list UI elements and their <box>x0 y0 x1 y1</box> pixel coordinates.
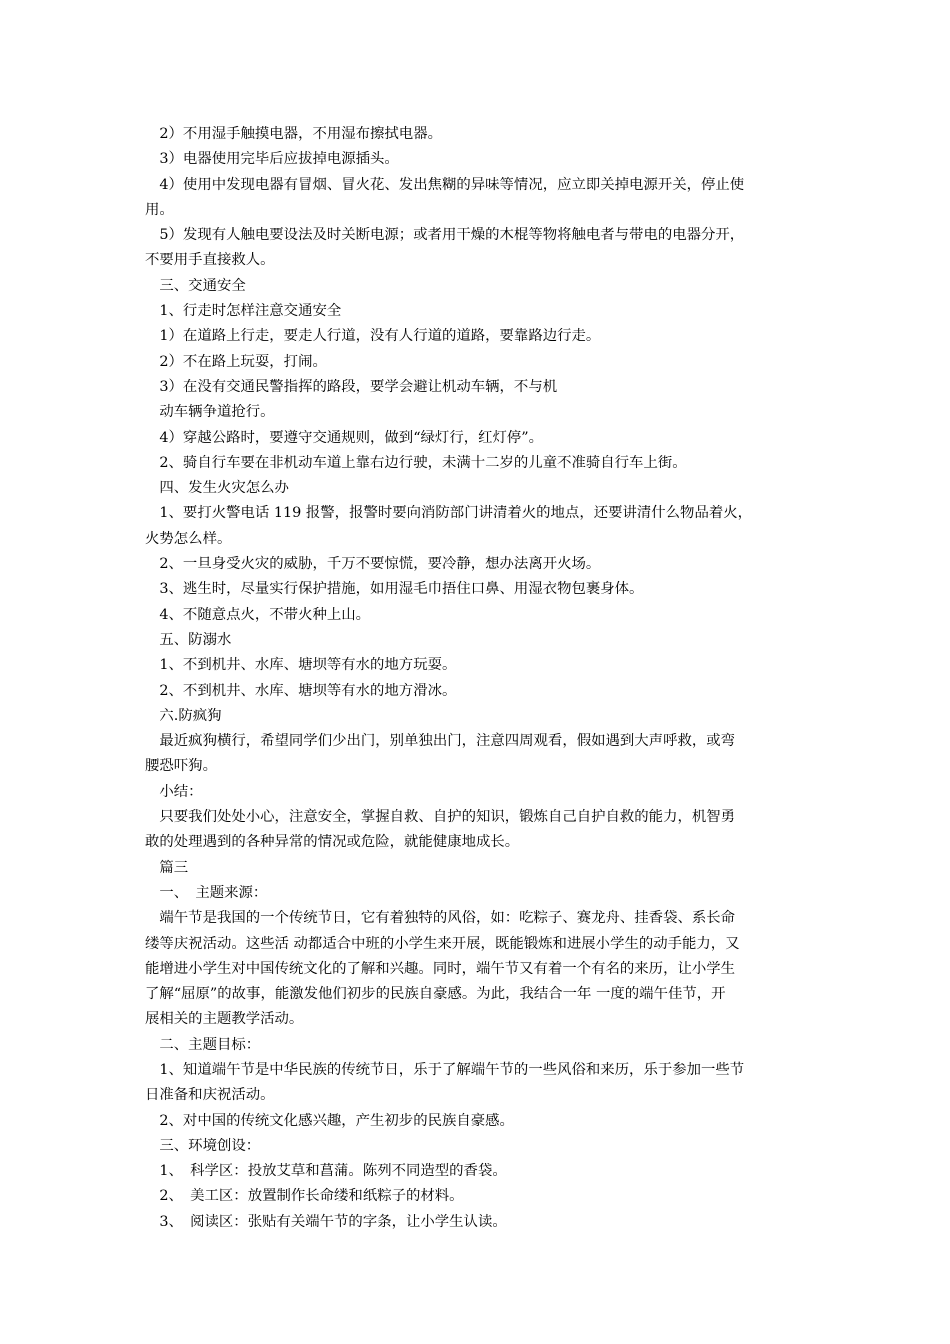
text-line: 日准备和庆祝活动。 <box>145 1087 275 1104</box>
text-line: 2、骑自行车要在非机动车道上靠右边行驶，未满十二岁的儿童不准骑自行车上街。 <box>145 454 687 471</box>
text-line: 1、 科学区：投放艾草和菖蒲。陈列不同造型的香袋。 <box>145 1163 507 1180</box>
text-line: 一、 主题来源： <box>145 884 268 901</box>
text-line: 篇三 <box>145 859 189 876</box>
text-line: 最近疯狗横行，希望同学们少出门，别单独出门，注意四周观看，假如遇到大声呼救，或弯 <box>145 733 736 750</box>
text-line: 3）电器使用完毕后应拔掉电源插头。 <box>145 151 399 168</box>
text-line: 3、 阅读区：张贴有关端午节的字条，让小学生认读。 <box>145 1213 507 1230</box>
text-line: 3）在没有交通民警指挥的路段，要学会避让机动车辆，不与机 <box>145 378 558 395</box>
text-line: 1）在道路上行走，要走人行道，没有人行道的道路，要靠路边行走。 <box>145 328 601 345</box>
text-line: 5）发现有人触电要设法及时关断电源；或者用干燥的木棍等物将触电者与带电的电器分开， <box>145 227 745 244</box>
text-line: 4、不随意点火，不带火种上山。 <box>145 606 371 623</box>
text-line: 端午节是我国的一个传统节日，它有着独特的风俗，如：吃粽子、赛龙舟、挂香袋、系长命 <box>145 910 736 927</box>
text-line: 能增进小学生对中国传统文化的了解和兴趣。同时，端午节又有着一个有名的来历，让小学生 <box>145 960 736 977</box>
text-line: 1、要打火警电话 119 报警，报警时要向消防部门讲清着火的地点，还要讲清什么物品着火， <box>145 505 753 522</box>
text-line: 动车辆争道抢行。 <box>145 404 275 421</box>
text-line: 1、行走时怎样注意交通安全 <box>145 303 342 320</box>
text-line: 展相关的主题教学活动。 <box>145 1011 304 1028</box>
text-line: 2）不用湿手触摸电器，不用湿布擦拭电器。 <box>145 126 442 142</box>
text-line: 敢的处理遇到的各种异常的情况或危险，就能健康地成长。 <box>145 834 520 851</box>
text-line: 2）不在路上玩耍，打闹。 <box>145 353 327 370</box>
text-line: 1、知道端午节是中华民族的传统节日，乐于了解端午节的一些风俗和来历，乐于参加一些节 <box>145 1061 745 1078</box>
text-line: 小结： <box>145 783 203 800</box>
text-line: 2、一旦身受火灾的威胁，千万不要惊慌，要冷静，想办法离开火场。 <box>145 556 601 573</box>
text-line: 用。 <box>145 201 174 218</box>
text-line: 4）穿越公路时，要遵守交通规则，做到“绿灯行，红灯停”。 <box>145 429 544 446</box>
text-line: 缕等庆祝活动。这些活 动都适合中班的小学生来开展，既能锻炼和进展小学生的动手能力，又 <box>145 935 740 952</box>
text-line: 五、防溺水 <box>145 631 232 648</box>
text-line: 不要用手直接救人。 <box>145 252 275 269</box>
text-line: 3、逃生时，尽量实行保护措施，如用湿毛巾捂住口鼻、用湿衣物包裹身体。 <box>145 581 644 598</box>
text-line: 了解“屈原”的故事，能激发他们初步的民族自豪感。为此，我结合一年 一度的端午佳节，开 <box>145 986 726 1003</box>
text-line: 2、对中国的传统文化感兴趣，产生初步的民族自豪感。 <box>145 1112 514 1129</box>
text-line: 只要我们处处小心，注意安全，掌握自救、自护的知识，锻炼自己自护自救的能力，机智勇 <box>145 809 736 826</box>
text-line: 火势怎么样。 <box>145 530 232 547</box>
text-line: 2、不到机井、水库、塘坝等有水的地方滑冰。 <box>145 682 457 699</box>
text-line: 六.防疯狗 <box>145 707 222 724</box>
text-line: 三、环境创设： <box>145 1137 261 1154</box>
text-line: 三、交通安全 <box>145 277 246 294</box>
text-line: 1、不到机井、水库、塘坝等有水的地方玩耍。 <box>145 657 457 674</box>
text-line: 四、发生火灾怎么办 <box>145 480 289 497</box>
text-line: 4）使用中发现电器有冒烟、冒火花、发出焦糊的异味等情况，应立即关掉电源开关，停止使 <box>145 176 745 193</box>
document-body <box>145 122 813 1235</box>
text-line: 2、 美工区：放置制作长命缕和纸粽子的材料。 <box>145 1188 464 1205</box>
text-line: 二、主题目标： <box>145 1036 261 1053</box>
text-line: 腰恐吓狗。 <box>145 758 217 775</box>
